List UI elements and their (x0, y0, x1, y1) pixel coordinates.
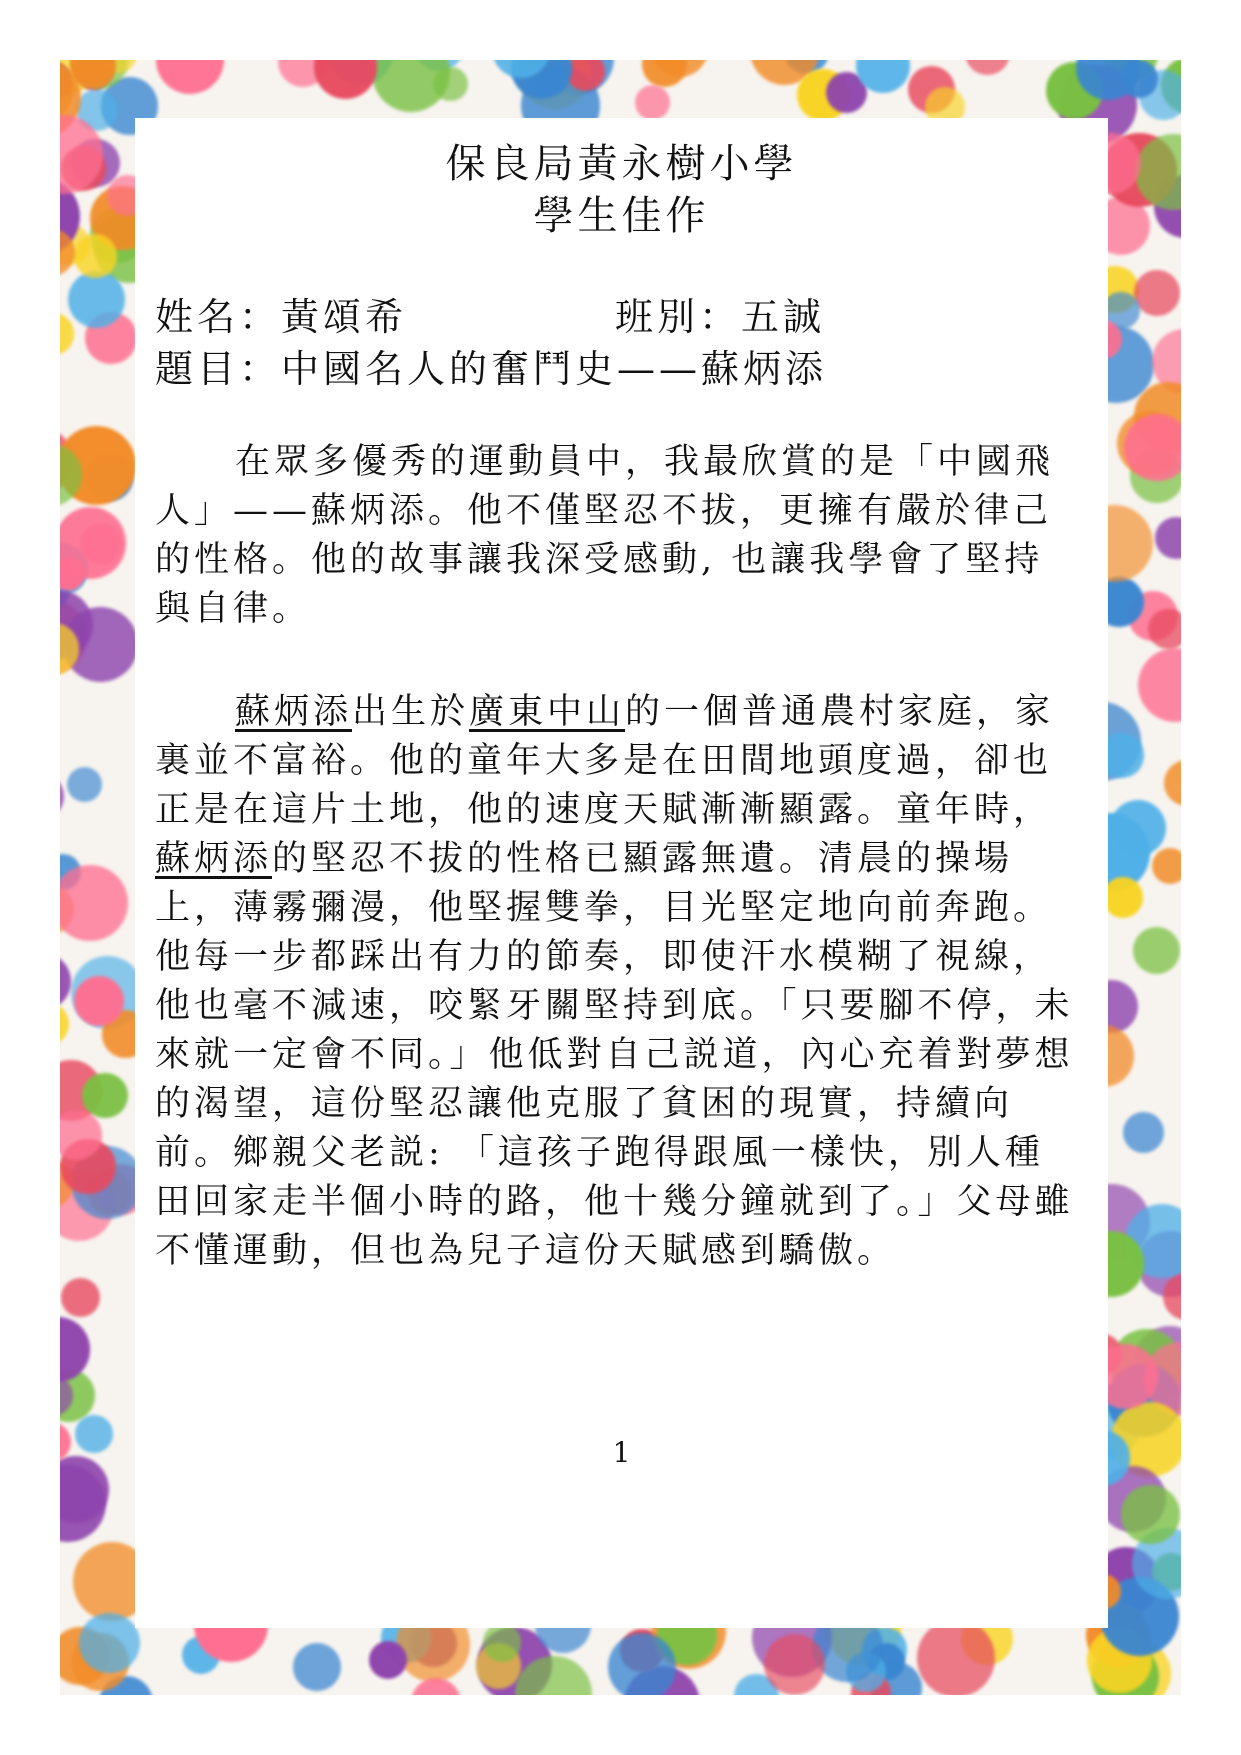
name-label: 姓名： (155, 295, 282, 339)
decorative-dot (433, 67, 467, 101)
decorative-dot (1148, 609, 1181, 649)
school-name: 保良局黃永樹小學 (445, 141, 798, 187)
paragraph-1: 在眾多優秀的運動員中，我最欣賞的是「中國飛人」——蘇炳添。他不僅堅忍不拔，更擁有嚴於律己的性格。他的故事讓我深受感動, 也讓我學會了堅持與自律。 (155, 442, 1055, 629)
decorative-dot (635, 85, 670, 120)
decorative-dot (60, 313, 74, 355)
decorative-dot (60, 1003, 69, 1044)
decorative-dot (74, 976, 124, 1026)
person-name-underlined-2: 蘇炳添 (155, 839, 273, 879)
decorative-dot (1134, 270, 1180, 316)
decorative-dot (79, 1613, 140, 1674)
decorative-dot (1120, 60, 1158, 98)
decorative-dot (60, 953, 71, 1010)
decorative-dot (61, 1278, 100, 1317)
student-name-row (155, 286, 407, 341)
decorative-dot (1164, 760, 1181, 807)
decorative-dot (60, 507, 126, 578)
decorative-dot (314, 60, 377, 99)
decorative-dot (82, 1073, 127, 1118)
decorative-dot (369, 1641, 407, 1679)
decorative-dot (1103, 877, 1144, 918)
person-name-underlined: 蘇炳添 (235, 692, 353, 732)
decorative-dot (642, 60, 687, 87)
decorative-dot (1138, 648, 1181, 722)
decorative-dot (67, 767, 102, 802)
decorative-dot (965, 60, 1010, 75)
student-name: 黃頌希 (281, 295, 408, 339)
content-sheet (135, 118, 1108, 1628)
decorative-dot (917, 1619, 995, 1695)
decorative-dot (1123, 1112, 1164, 1153)
decorative-dot (75, 1415, 113, 1453)
decorative-dot (608, 1633, 676, 1695)
class-label: 班別： (615, 295, 742, 339)
decorative-dot (1152, 848, 1181, 884)
decorative-dot (60, 773, 64, 820)
paragraph-2-text-a: 出生於 (352, 692, 470, 732)
decorative-dot (60, 1317, 90, 1381)
decorative-dot (1124, 414, 1181, 481)
document-type: 學生佳作 (533, 193, 710, 239)
paragraph-2-text-c: 的堅忍不拔的性格已顯露無遺。清晨的操場上，薄霧彌漫，他堅握雙拳，目光堅定地向前奔跑。他每一步都踩出有力的節奏，即使汗水模糊了視線，他也毫不減速，咬緊牙關堅持到底。「只要腳不停，未來就一定會不同。」他低對自己説道，內心充着對夢想的渴望，這份堅忍讓他克服了貧困的現實，持續向前。鄉親父老説: 「這孩子跑得跟風一樣快，別人種田回家走半個小時的路，他十幾分鐘就到了。」父母雖不懂運動，但也為兒子這份天賦感到驕傲。 (155, 839, 1074, 1271)
paragraph-2-text-b: 的一個普通農村家庭，家裏並不富裕。他的童年大多是在田間地頭度過，卻也正是在這片土地，他的速度天賦漸漸顯露。童年時， (155, 692, 1055, 830)
decorative-dot (1155, 517, 1181, 559)
student-class-row (615, 286, 825, 341)
decorative-dot (156, 60, 224, 94)
title-label: 題目： (155, 347, 282, 391)
decorative-dot (293, 1643, 341, 1691)
paragraph-2 (155, 688, 1075, 1276)
place-name-underlined: 廣東中山 (469, 692, 626, 732)
decorative-dot (1133, 927, 1180, 974)
decorative-dot (1121, 1485, 1180, 1544)
page-number: 1 (612, 1436, 631, 1469)
decorative-dot (68, 271, 125, 328)
student-class: 五誠 (741, 295, 826, 339)
decorative-dot (764, 1634, 825, 1695)
essay-title: 中國名人的奮鬥史——蘇炳添 (281, 347, 828, 391)
decorative-dot (74, 234, 117, 277)
decorative-dot (411, 1678, 461, 1695)
decorative-dot (60, 865, 128, 940)
essay-title-row (155, 338, 827, 393)
